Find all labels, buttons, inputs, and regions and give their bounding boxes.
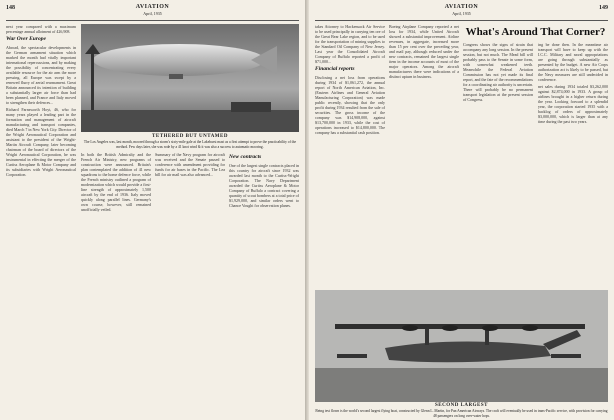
right-page-date: April, 1935 (452, 11, 471, 16)
left-column-1 (6, 24, 76, 414)
right-page (309, 0, 614, 420)
flying-boat-photo (315, 290, 608, 402)
war-over-europe-heading: War Over Europe (6, 36, 46, 42)
col1-body: Abroad, the spectacular developments in the German armament situation which marked the month had vitally important international repercussions, and by making the possibility of concentrating every available resource for the air arm the more pressing, all Europe was swept by a renewed flurry of aerial rearmament. Great Britain announced its intention of building a substantially larger air force than had been planned, and France and Italy moved to strengthen their defences... (6, 45, 76, 105)
feature-body: Congress shows the signs of strain that accompany any long session. In the present session, but not much. The Mead bill will probably pass to the Senate in some form, with somewhat weakened teeth. Meanwhile the Federal Aviation Commission has not yet made its final report, and the fate of the recommendations for a coordinating air authority is uncertain. There will probably be no permanent transport legislation at the present session of Congress. (463, 42, 533, 102)
left-column-2 (81, 152, 151, 414)
right-page-number: 149 (599, 5, 608, 11)
flying-boat-caption-text: Being test flown is the world's second largest flying boat, constructed by Glenn L. Martin, for Pan American Airways. The craft will eventually be used in trans-Pacific service, with provision for carrying 48 passengers on long over-water hops. (315, 409, 608, 418)
right-column-1 (315, 24, 385, 286)
right-col1-body: takes Attorney to Hackensack Air Service to be used principally in carrying ten ore of the Great Bear Lake region, and to be used for the transportation of mining supplies to the Standard Oil Company of New Jersey. Last year the Consolidated Aircraft Company of Buffalo reported a profit of $71,000... (315, 24, 385, 64)
right-col2-body: Boeing Airplane Company reported a net loss for 1934, while United Aircraft showed a substantial improvement. Airline revenues, in aggregate, increased more than 15 per cent over the preceding year, and mail pay, although reduced under the new contracts, remained the largest single item in the income accounts of most of the major operators. Among the aircraft manufacturers there were indications of a distinct upturn in business. (389, 24, 459, 79)
right-running-title: AVIATION (444, 4, 479, 10)
left-column-3 (155, 152, 225, 414)
left-page (0, 0, 305, 420)
airship-caption (81, 134, 299, 149)
left-page-date: April, 1935 (143, 11, 162, 16)
col1-intro: next year compared with a maximum percentage annual allotment of 426,908. (6, 24, 76, 34)
feature-column-2 (538, 42, 608, 286)
airship-image (81, 24, 299, 132)
right-header-rule (315, 20, 608, 21)
financial-reports-body: Disclosing a net loss from operations during 1934 of $1,061,272, the annual report of North American Aviation, Inc. (Eastern Airlines and General Aviation Manufacturing Corporation) was made public recently, showing that the only profit during 1934 resulted from the sale of securities. The gross income of the company was $14,908,000, against $13,700,000 in 1933, while the cost of operations increased to $14,800,000. The company has a substantial cash position. (315, 75, 385, 135)
left-column-4 (229, 152, 299, 414)
financial-reports-heading: Financial reports (315, 66, 355, 72)
new-contracts-heading: New contracts (229, 154, 262, 160)
feature-column-1 (463, 42, 533, 286)
airship-photo (81, 24, 299, 132)
airship-caption-text: The Los Angeles was, last month, moored through a storm's sixty-mile gale at the Lakehurst mast as a first attempt to prove the practicability of the method. Few days later, she was rode by a 41 knot wind & it was also a success to automatic mooring. (83, 140, 297, 149)
left-page-number: 148 (6, 5, 15, 11)
col2-body: In both the British Admiralty and the French Air Ministry, new programs of construction were announced. Britain's plan contemplated the addition of 41 new squadrons to the home defence force, while the French ministry outlined a program of modernization which would provide a first-line strength of approximately 1,500 aircraft by the end of 1936. Italy moved quickly along parallel lines. Germany's own course, however, still remained unofficially veiled. (81, 152, 151, 212)
flying-boat-caption (315, 403, 608, 418)
flying-boat-caption-title: SECOND LARGEST (435, 403, 488, 408)
right-col3-body: net sales during 1934 totaled $3,262,000 against $2,874,000 in 1933. A group of airlines brought in a higher return during the year. Looking forward to a splendid year, the corporation started 1935 with a backlog of orders of approximately $3,000,000, which is larger than at any time during the past two years. (538, 84, 608, 124)
flying-boat-image (315, 290, 608, 402)
airship-caption-title: TETHERED BUT UNTAMED (152, 134, 228, 139)
feature-title: What's Around That Corner? (465, 26, 606, 38)
col4-body: One of the largest single contracts placed in this country for aircraft since 1932 was awarded last month to the Curtiss-Wright Corporation. The Navy Department awarded the Curtiss Aeroplane & Motor Company of Buffalo a contract covering a quantity of scout bombers at a total price of $1,929,000, and similar orders went to Chance Vought for observation planes. (229, 163, 299, 208)
right-column-2 (389, 24, 459, 286)
col3-body: Summary of the Navy program for aircraft was received and the Senate passed to conference with amendment providing for funds for air bases in the Pacific. The Lea bill for air mail was also advanced... (155, 152, 225, 177)
hoyt-obituary: Richard Farnsworth Hoyt, 46, who for many years played a leading part in the formation and management of aircraft manufacturing and transport companies, died March 7 in New York City. Director of the Wright Aeronautical Corporation and assistant to the president of the Wright-Martin Aircraft Company, later becoming chairman of the board of directors of the Wright Aeronautical Corporation, he was instrumental in effecting the merger of the Curtiss Aeroplane & Motor Company and its subsidiaries with Wright Aeronautical Corporation. (6, 107, 76, 177)
feature-body-2: ing be done then. In the meantime air transport will have to keep up with the I.C.C. Military and naval appropriations are going through substantially as presented by the budget. A new Air Corps authorization act is likely to be passed, but the Navy measures are still undecided in conference. (538, 42, 608, 82)
left-running-title: AVIATION (135, 4, 170, 10)
left-header-rule (6, 20, 299, 21)
